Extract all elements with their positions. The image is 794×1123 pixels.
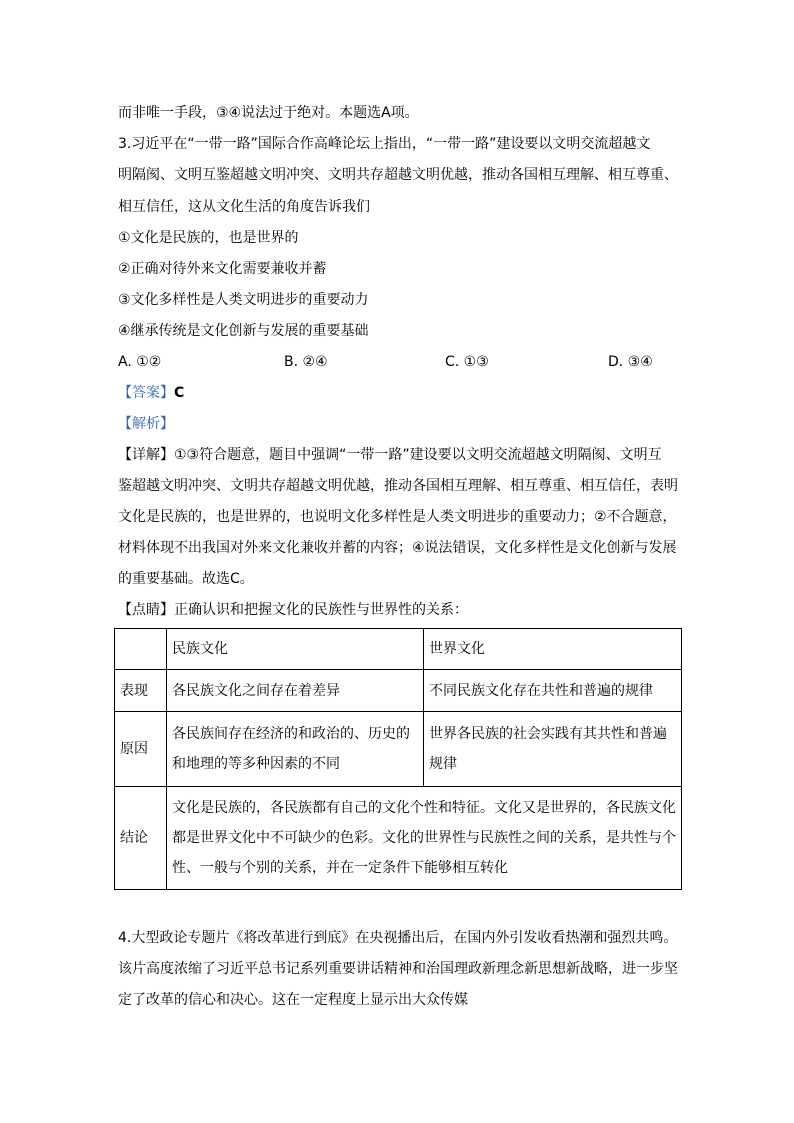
table-row: [115, 787, 682, 890]
question-3-line-3: 相互信任，这从文化生活的角度告诉我们: [118, 199, 370, 215]
detail-line-3: 文化是民族的，也是世界的，也说明文化多样性是人类文明进步的重要动力；②不合题意，: [118, 509, 677, 525]
table-cell: 文化是民族的，各民族都有自己的文化个性和特征。文化又是世界的，各民族文化都是世界文化中不可缺少的色彩。文化的世界性与民族性之间的关系，是共性与个性、一般与个别的关系，并在一定条件下能够相互转化: [167, 787, 682, 890]
detail-line-1: [118, 445, 662, 465]
answer-line: [118, 383, 184, 403]
table-cell: 各民族间存在经济的和政治的、历史的和地理的等多种因素的不同: [167, 712, 424, 787]
table-row-label: 结论: [115, 787, 167, 890]
table-header-cell: 民族文化: [167, 629, 424, 670]
detail-line-4: 材料体现不出我国对外来文化兼收并蓄的内容；④说法错误，文化多样性是文化创新与发展: [118, 540, 677, 556]
analysis-label: 【解析】: [118, 416, 174, 432]
detail-line-5: 的重要基础。故选C。: [118, 571, 254, 587]
table-row-label: 表现: [115, 670, 167, 712]
option-c: C. ①③: [445, 354, 489, 370]
option-b: B. ②④: [284, 354, 328, 370]
table-cell: 不同民族文化存在共性和普遍的规律: [424, 670, 682, 712]
answer-value: C: [174, 385, 185, 401]
question-4-line-2: 该片高度浓缩了习近平总书记系列重要讲话精神和治国理政新理念新思想新战略，进一步坚: [118, 961, 678, 977]
statement-1: ①文化是民族的，也是世界的: [118, 230, 299, 246]
detail-text: ①③符合题意，题目中强调“一带一路”建设要以文明交流超越文明隔阂、文明互: [174, 447, 662, 463]
tip-text: 正确认识和把握文化的民族性与世界性的关系：: [174, 602, 468, 618]
table-header-cell: 世界文化: [424, 629, 682, 670]
statement-2: ②正确对待外来文化需要兼收并蓄: [118, 261, 327, 277]
statement-3: ③文化多样性是人类文明进步的重要动力: [118, 292, 369, 308]
text-line: 而非唯一手段，③④说法过于绝对。本题选A项。: [118, 105, 419, 121]
answer-label: 【答案】: [118, 385, 174, 401]
table-header-row: [115, 629, 682, 670]
table-cell: 世界各民族的社会实践有其共性和普遍规律: [424, 712, 682, 787]
table-row: [115, 670, 682, 712]
tip-line: [118, 600, 468, 620]
table-cell: 各民族文化之间存在着差异: [167, 670, 424, 712]
question-3-line-1: 3.习近平在“一带一路”国际合作高峰论坛上指出，“一带一路”建设要以文明交流超越文: [118, 136, 651, 152]
table-row-label: 原因: [115, 712, 167, 787]
detail-label: 【详解】: [118, 447, 174, 463]
question-3-line-2: 明隔阂、文明互鉴超越文明冲突、文明共存超越文明优越，推动各国相互理解、相互尊重、: [118, 167, 678, 183]
option-d: D. ③④: [608, 354, 653, 370]
question-4-line-1: 4.大型政论专题片《将改革进行到底》在央视播出后，在国内外引发收看热潮和强烈共鸣。: [118, 930, 678, 946]
tip-label: 【点睛】: [118, 602, 174, 618]
table-row: [115, 712, 682, 787]
question-4-line-3: 定了改革的信心和决心。这在一定程度上显示出大众传媒: [118, 992, 468, 1008]
statement-4: ④继承传统是文化创新与发展的重要基础: [118, 323, 369, 339]
detail-line-2: 鉴超越文明冲突、文明共存超越文明优越，推动各国相互理解、相互尊重、相互信任，表明: [118, 478, 678, 494]
comparison-table: [114, 628, 682, 890]
table-header-cell: [115, 629, 167, 670]
option-a: A. ①②: [118, 354, 162, 370]
